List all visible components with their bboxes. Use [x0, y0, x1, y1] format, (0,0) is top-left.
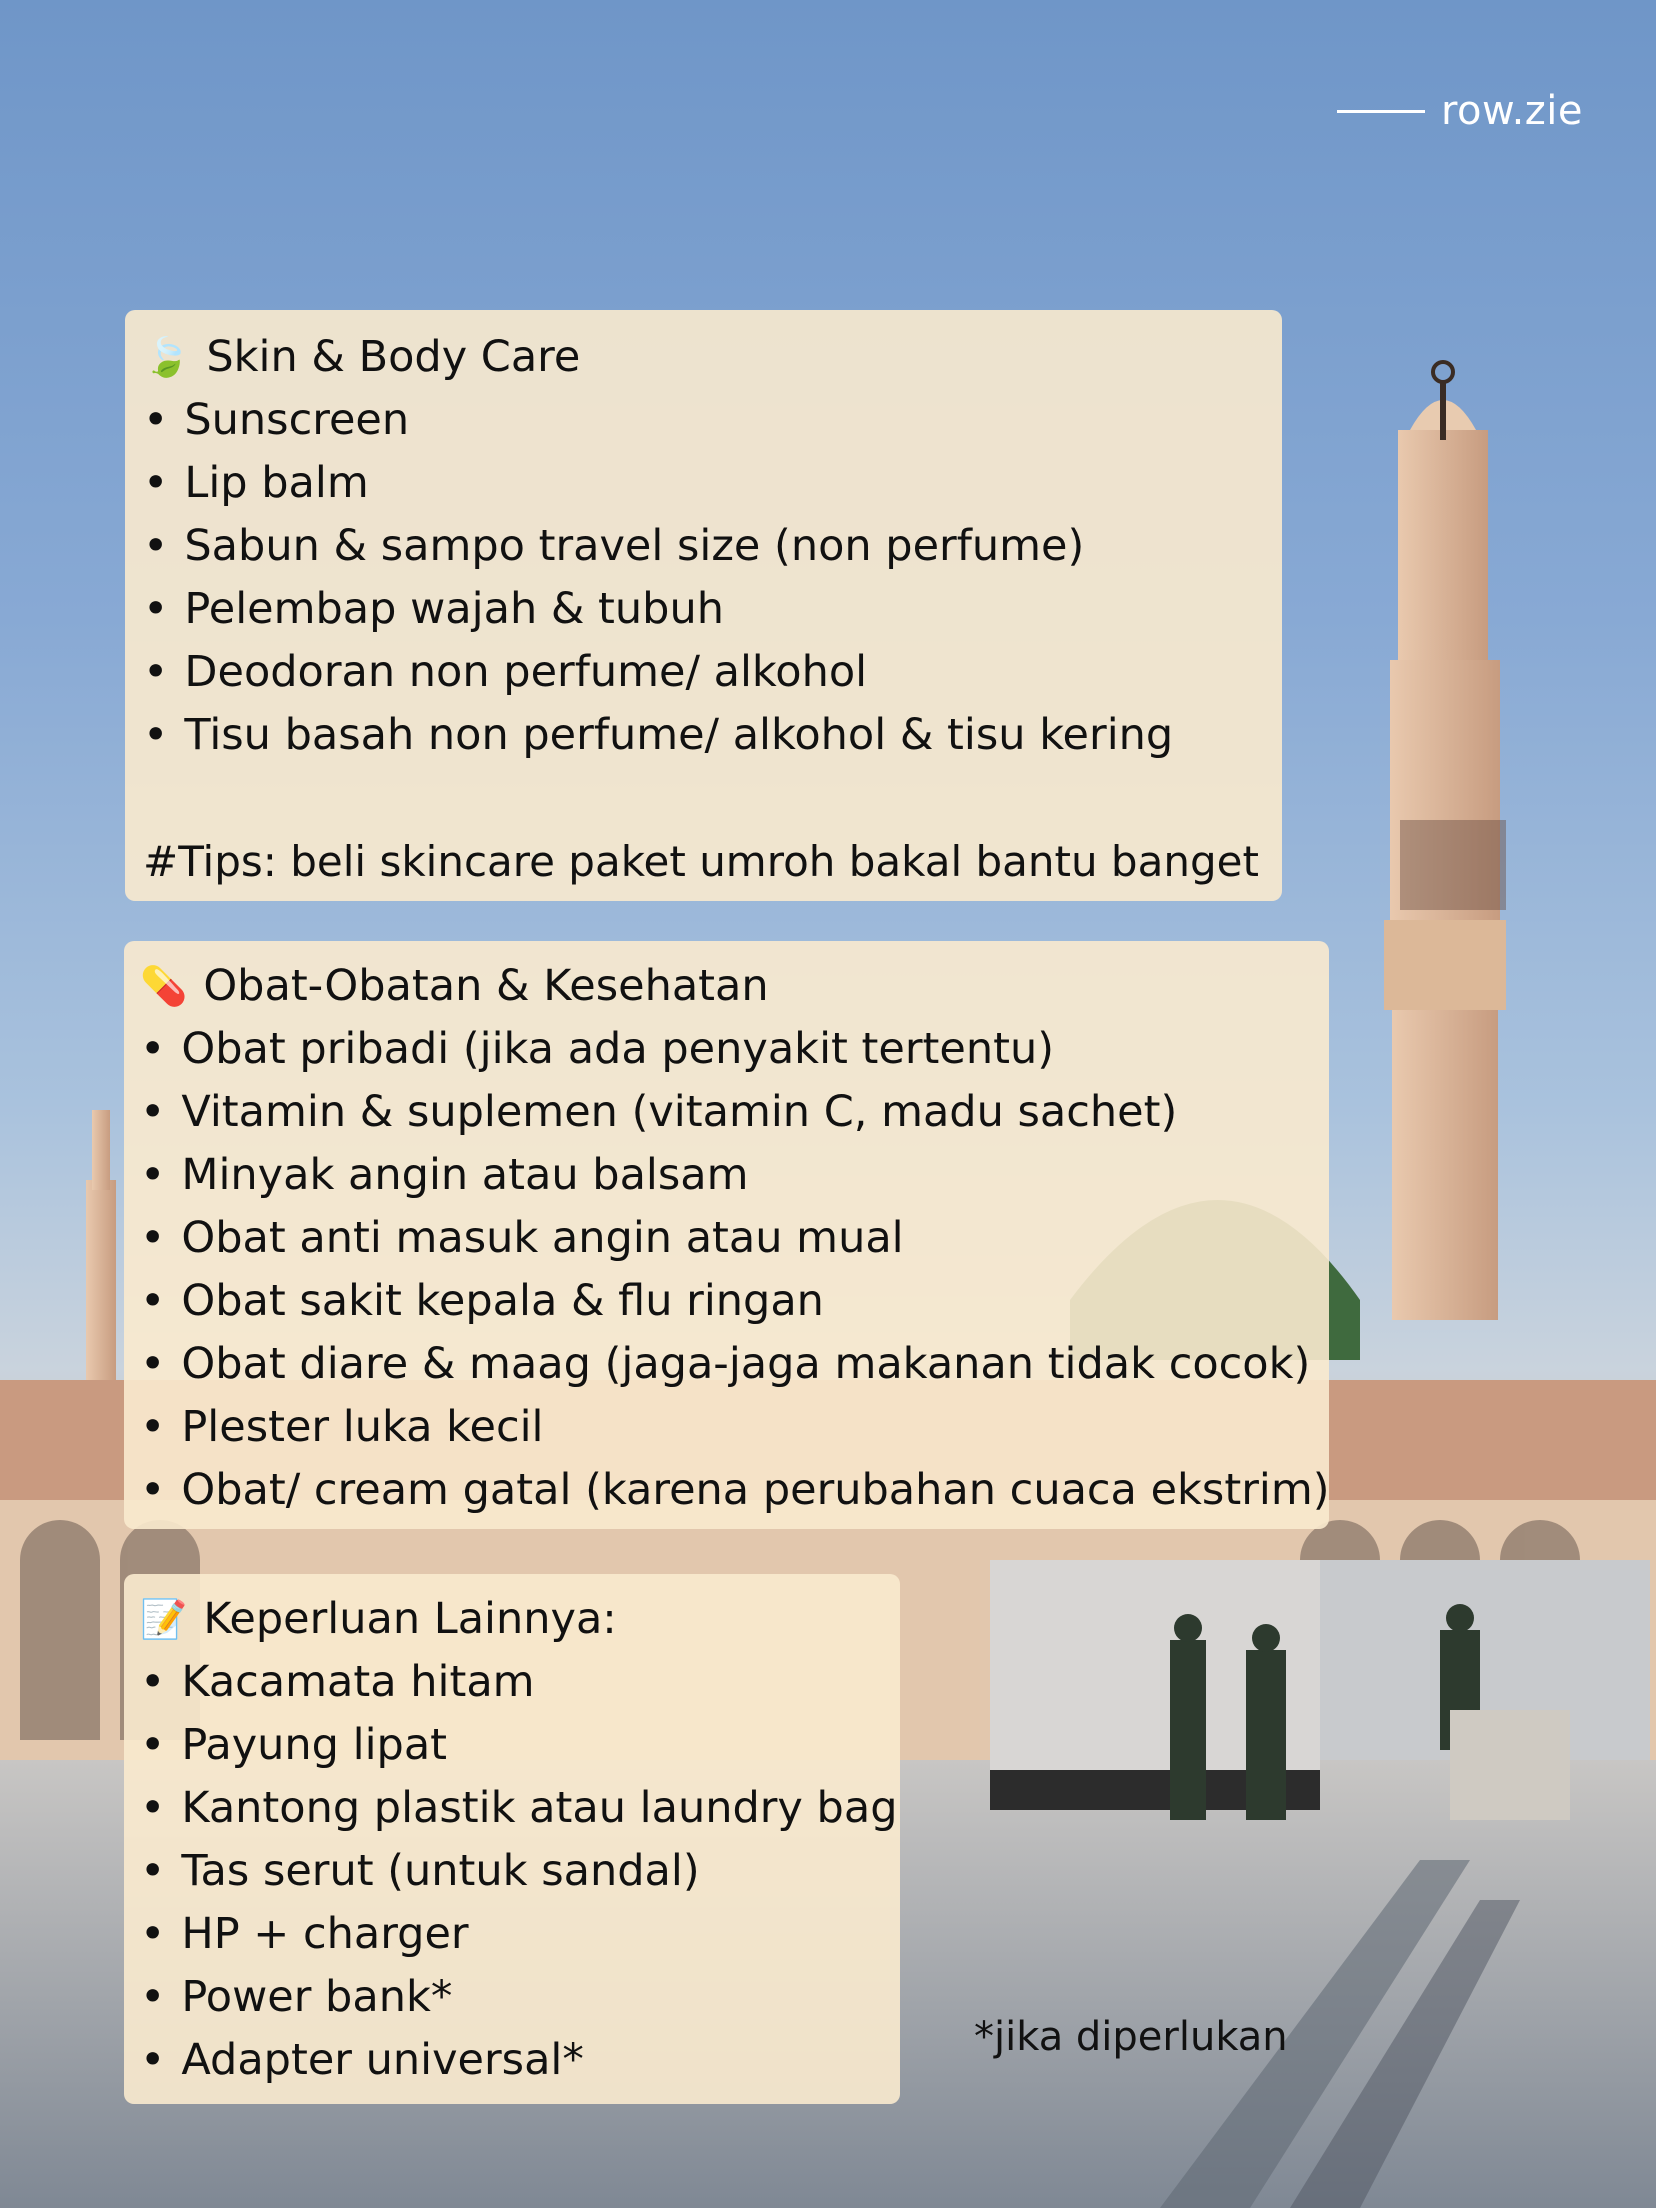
brand-handle: row.zie: [1440, 88, 1583, 134]
list-item: • Obat diare & maag (jaga-jaga makanan tidak cocok): [140, 1333, 1313, 1396]
list-item: • Payung lipat: [140, 1714, 884, 1777]
pill-icon: 💊: [140, 964, 188, 1008]
keperluan-lainnya-card: [124, 1574, 900, 2104]
skin-body-care-title: [143, 326, 1264, 389]
memo-icon: 📝: [140, 1597, 188, 1641]
obat-kesehatan-list: [140, 1018, 1330, 1522]
list-item: • Tas serut (untuk sandal): [140, 1840, 884, 1903]
list-item: • Adapter universal*: [140, 2029, 884, 2092]
obat-kesehatan-card: [124, 941, 1329, 1529]
brand-dash-line: [1337, 110, 1425, 113]
skin-body-care-list: [143, 389, 1264, 767]
skin-body-care-heading: Skin & Body Care: [206, 332, 581, 382]
leaf-icon: 🍃: [143, 335, 191, 379]
keperluan-lainnya-heading: Keperluan Lainnya:: [203, 1594, 617, 1644]
list-item: • Vitamin & suplemen (vitamin C, madu sachet): [140, 1081, 1313, 1144]
list-item: • Lip balm: [143, 452, 1264, 515]
list-item: • HP + charger: [140, 1903, 884, 1966]
list-item: • Power bank*: [140, 1966, 884, 2029]
footnote: *jika diperlukan: [974, 2014, 1288, 2060]
keperluan-lainnya-title: [140, 1588, 884, 1651]
list-item: • Plester luka kecil: [140, 1396, 1313, 1459]
list-item: • Obat sakit kepala & flu ringan: [140, 1270, 1313, 1333]
skin-body-care-card: [125, 310, 1282, 901]
list-item: • Deodoran non perfume/ alkohol: [143, 641, 1264, 704]
list-item: • Sabun & sampo travel size (non perfume): [143, 515, 1264, 578]
list-item: • Sunscreen: [143, 389, 1264, 452]
skincare-tip: #Tips: beli skincare paket umroh bakal bantu banget: [143, 837, 1259, 886]
brand-watermark: [1337, 88, 1583, 134]
keperluan-lainnya-list: [140, 1651, 898, 2092]
obat-kesehatan-heading: Obat-Obatan & Kesehatan: [203, 961, 769, 1011]
list-item: • Obat pribadi (jika ada penyakit tertentu): [140, 1018, 1313, 1081]
list-item: • Kantong plastik atau laundry bag: [140, 1777, 884, 1840]
obat-kesehatan-title: [140, 955, 1313, 1018]
list-item: • Obat anti masuk angin atau mual: [140, 1207, 1313, 1270]
list-item: • Kacamata hitam: [140, 1651, 884, 1714]
list-item: • Obat/ cream gatal (karena perubahan cuaca ekstrim): [140, 1459, 1313, 1522]
list-item: • Minyak angin atau balsam: [140, 1144, 1313, 1207]
list-item: • Tisu basah non perfume/ alkohol & tisu kering: [143, 704, 1264, 767]
list-item: • Pelembap wajah & tubuh: [143, 578, 1264, 641]
